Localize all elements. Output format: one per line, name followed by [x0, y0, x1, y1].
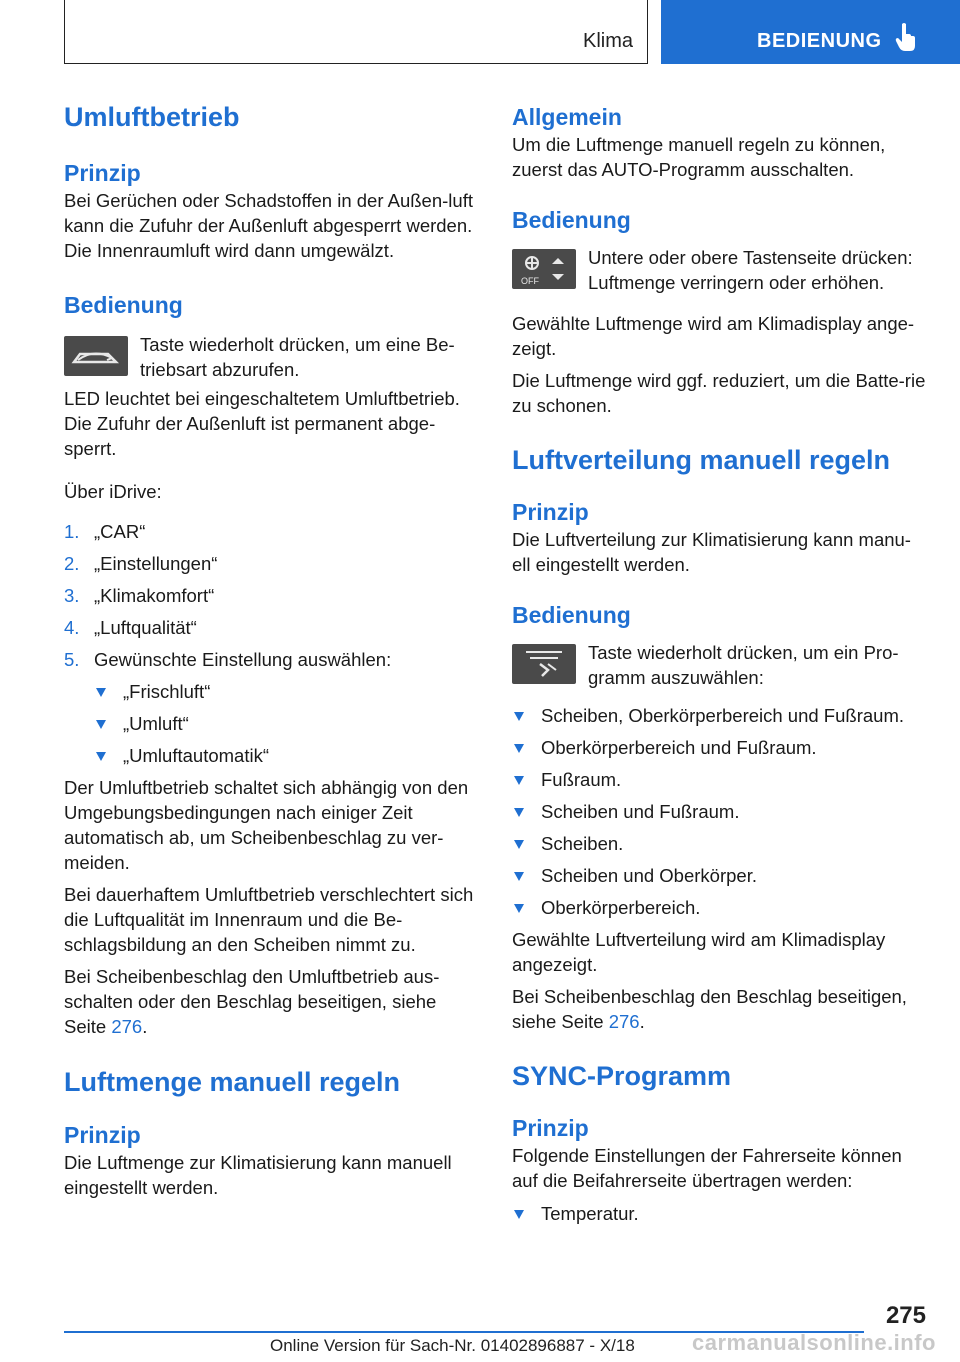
umluft-control-row — [64, 332, 480, 382]
heading-bedienung: Bedienung — [512, 602, 631, 628]
fan-speed-button-icon — [512, 249, 576, 289]
watermark: carmanualsonline.info — [692, 1330, 936, 1355]
list-item: Oberkörperbereich und Fußraum. — [512, 735, 928, 760]
fan-control-row — [512, 245, 928, 295]
paragraph-taste-verteilung: Taste wiederholt drücken, um ein Pro-gramm auszuwählen: — [588, 642, 899, 688]
heading-bedienung: Bedienung — [64, 292, 183, 318]
list-item: Fußraum. — [512, 767, 928, 792]
list-item: Scheiben und Fußraum. — [512, 799, 928, 824]
list-item: 5. Gewünschte Einstellung auswählen: — [64, 649, 392, 670]
list-item: 3. „Klimakomfort“ — [64, 585, 215, 606]
heading-prinzip: Prinzip — [64, 1122, 141, 1148]
list-item: 2. „Einstellungen“ — [64, 553, 218, 574]
left-column — [64, 100, 480, 1200]
list-item: Scheiben und Oberkörper. — [512, 863, 928, 888]
footer-online-version: Online Version für Sach-Nr. 01402896887 - X/18 — [270, 1336, 635, 1355]
bullet-triangle-icon — [96, 688, 106, 697]
paragraph-prinzip-luftmenge: Die Luftmenge zur Klimatisierung kann manuell eingestellt werden. — [64, 1152, 452, 1198]
sync-items-list — [512, 1201, 928, 1226]
heading-allgemein: Allgemein — [512, 104, 622, 130]
heading-prinzip: Prinzip — [512, 1115, 589, 1141]
heading-bedienung: Bedienung — [512, 207, 631, 233]
right-column — [512, 100, 928, 1233]
list-item: Scheiben, Oberkörperbereich und Fußraum. — [512, 703, 928, 728]
paragraph-taste-luftmenge: Untere oder obere Tastenseite drücken: Luftmenge verringern oder erhöhen. — [588, 247, 913, 293]
paragraph-allgemein: Um die Luftmenge manuell regeln zu können, zuerst das AUTO-Programm ausschalten. — [512, 134, 886, 180]
bullet-triangle-icon — [514, 872, 524, 881]
paragraph-idrive: Über iDrive: — [64, 481, 162, 502]
list-item: Oberkörperbereich. — [512, 895, 928, 920]
bullet-triangle-icon — [514, 1210, 524, 1219]
recirculation-button-icon — [64, 336, 128, 376]
paragraph-prinzip-verteilung: Die Luftverteilung zur Klimatisierung kann manu-ell eingestellt werden. — [512, 529, 911, 575]
paragraph-taste-umluft: Taste wiederholt drücken, um eine Be-triebsart abzurufen. — [140, 334, 455, 380]
bullet-triangle-icon — [514, 776, 524, 785]
bullet-triangle-icon — [96, 752, 106, 761]
heading-luftmenge: Luftmenge manuell regeln — [64, 1067, 401, 1097]
paragraph-prinzip-sync: Folgende Einstellungen der Fahrerseite können auf die Beifahrerseite übertragen werden: — [512, 1145, 902, 1191]
list-item: „Umluft“ — [94, 711, 480, 736]
list-item: 4. „Luftqualität“ — [64, 617, 197, 638]
heading-prinzip: Prinzip — [64, 160, 141, 186]
paragraph-gewaehlt-verteilung: Gewählte Luftverteilung wird am Klimadisplay angezeigt. — [512, 929, 886, 975]
paragraph-led: LED leuchtet bei eingeschaltetem Umluftbetrieb. Die Zufuhr der Außenluft ist permanent abge-sperrt. — [64, 388, 460, 459]
list-item: „Frischluft“ — [94, 679, 480, 704]
heading-luftverteilung: Luftverteilung manuell regeln — [512, 445, 891, 475]
bullet-triangle-icon — [514, 744, 524, 753]
header-section-box — [64, 0, 648, 64]
bullet-triangle-icon — [96, 720, 106, 729]
list-item: Scheiben. — [512, 831, 928, 856]
paragraph-beschlag: Bei Scheibenbeschlag den Umluftbetrieb aus-schalten oder den Beschlag beseitigen, siehe Seite 276. — [64, 966, 440, 1037]
page-link[interactable]: 276 — [608, 1011, 640, 1032]
paragraph-gewaehlt-luftmenge: Gewählte Luftmenge wird am Klimadisplay ange-zeigt. — [512, 313, 915, 359]
bullet-triangle-icon — [514, 808, 524, 817]
page-number: 275 — [885, 1302, 926, 1329]
list-item: Temperatur. — [512, 1201, 928, 1226]
paragraph-auto-off: Der Umluftbetrieb schaltet sich abhängig von den Umgebungsbedingungen nach einiger Zeit automatisch ab, um Scheibenbeschlag zu ver-meiden. — [64, 777, 469, 873]
header-chapter-tab — [661, 0, 960, 64]
heading-prinzip: Prinzip — [512, 499, 589, 525]
paragraph-beschlag: Bei Scheibenbeschlag den Beschlag beseitigen, siehe Seite 276. — [512, 986, 907, 1032]
distribution-modes-list — [512, 703, 928, 920]
heading-umluftbetrieb: Umluftbetrieb — [64, 102, 240, 132]
list-item: 1. „CAR“ — [64, 521, 146, 542]
heading-sync-programm: SYNC-Programm — [512, 1061, 732, 1091]
paragraph-prinzip-umluft: Bei Gerüchen oder Schadstoffen in der Außen-luft kann die Zufuhr der Außenluft abgesperrt werden. Die Innenraumluft wird dann umgewälzt. — [64, 190, 473, 261]
header-section-label: Klima — [582, 30, 633, 52]
page-link[interactable]: 276 — [111, 1016, 143, 1037]
bullet-triangle-icon — [514, 712, 524, 721]
bullet-triangle-icon — [514, 904, 524, 913]
bullet-triangle-icon — [514, 840, 524, 849]
paragraph-dauer: Bei dauerhaftem Umluftbetrieb verschlechtert sich die Luftqualität im Innenraum und die Be-schlagsbildung an den Scheiben nimmt zu. — [64, 884, 474, 955]
idrive-substeps-list — [64, 679, 480, 768]
list-item: „Umluftautomatik“ — [94, 743, 480, 768]
header-chapter-label: BEDIENUNG — [757, 30, 882, 52]
distribution-control-row — [512, 640, 928, 690]
fan-off-label: OFF — [521, 276, 539, 286]
paragraph-batterie: Die Luftmenge wird ggf. reduziert, um die Batte-rie zu schonen. — [512, 370, 926, 416]
idrive-steps-list — [64, 519, 480, 672]
pointing-hand-icon — [895, 22, 917, 52]
air-distribution-button-icon — [512, 644, 576, 684]
